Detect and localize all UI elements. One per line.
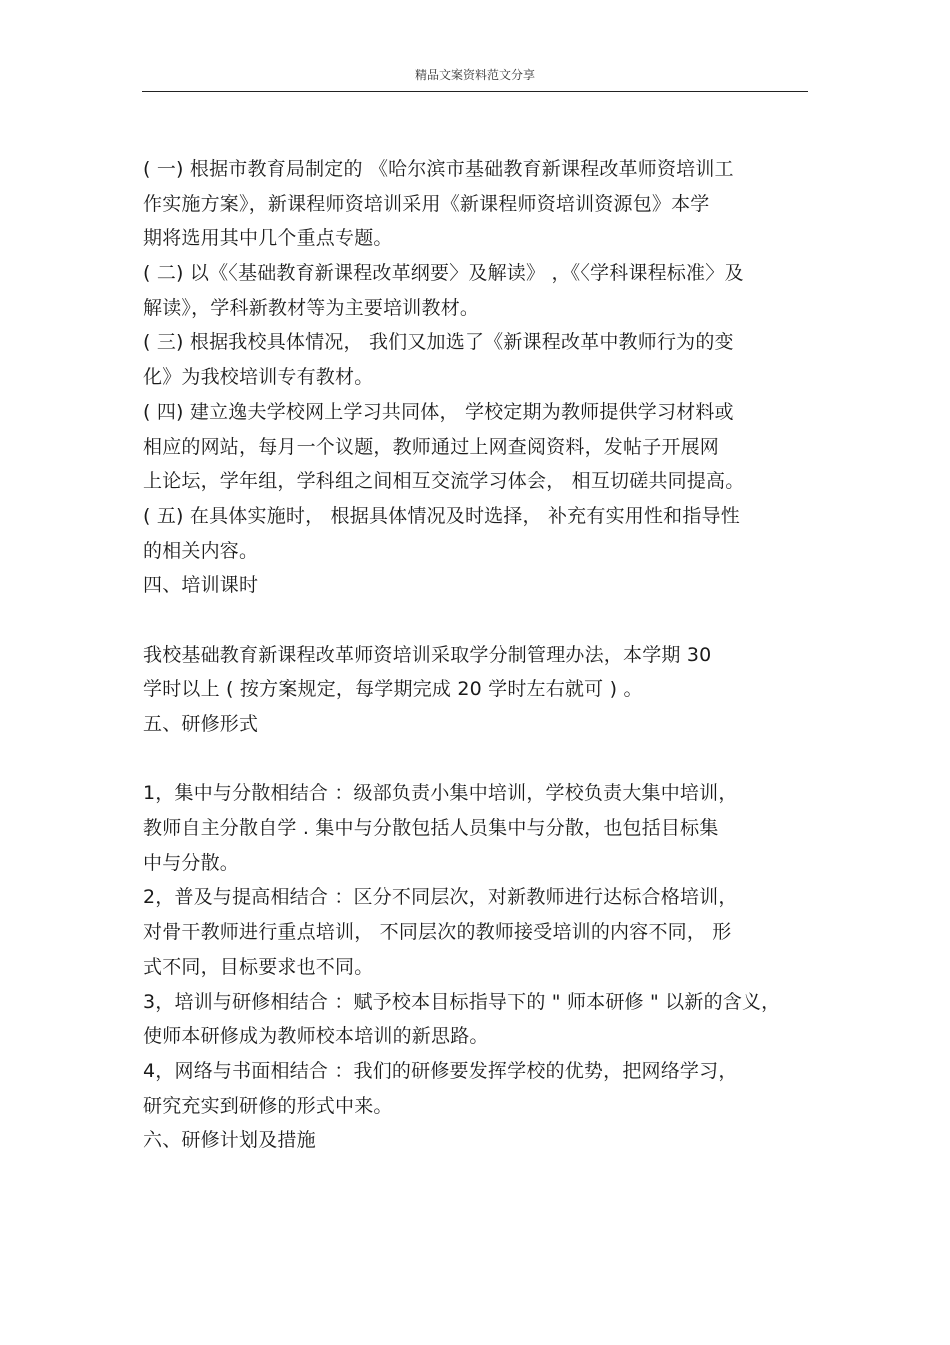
text-line: 作实施方案》，新课程师资培训采用《新课程师资培训资源包》本学 xyxy=(143,192,710,215)
text-line: 学时以上 ( 按方案规定，每学期完成 20 学时左右就可 ) 。 xyxy=(143,678,643,701)
text-line: ( 二) 以《〈基础教育新课程改革纲要〉及解读》 ，《〈学科课程标准〉及 xyxy=(143,262,744,285)
text-line: 对骨干教师进行重点培训， 不同层次的教师接受培训的内容不同， 形 xyxy=(143,921,732,944)
text-line: 使师本研修成为教师校本培训的新思路。 xyxy=(143,1025,489,1048)
blank-line xyxy=(143,603,815,638)
text-line: ( 四) 建立逸夫学校网上学习共同体， 学校定期为教师提供学习材料或 xyxy=(143,400,734,423)
text-line: ( 三) 根据我校具体情况， 我们又加选了《新课程改革中教师行为的变 xyxy=(143,331,734,354)
text-line: 期将选用其中几个重点专题。 xyxy=(143,227,393,250)
text-line: 4，网络与书面相结合 ：我们的研修要发挥学校的优势，把网络学习， xyxy=(143,1059,738,1082)
text-line: 研究充实到研修的形式中来。 xyxy=(143,1094,393,1117)
text-line: 教师自主分散自学 . 集中与分散包括人员集中与分散，也包括目标集 xyxy=(143,817,719,840)
section-heading-training-hours: 四、培训课时 xyxy=(143,574,259,597)
text-line: 2，普及与提高相结合 ：区分不同层次，对新教师进行达标合格培训， xyxy=(143,886,738,909)
text-line: 上论坛，学年组，学科组之间相互交流学习体会， 相互切磋共同提高。 xyxy=(143,470,745,493)
text-line: 的相关内容。 xyxy=(143,539,259,562)
text-line: 3，培训与研修相结合 ：赋予校本目标指导下的 " 师本研修 " 以新的含义， xyxy=(143,990,781,1013)
text-line: ( 一) 根据市教育局制定的 《哈尔滨市基础教育新课程改革师资培训工 xyxy=(143,158,734,180)
section-heading-study-forms: 五、研修形式 xyxy=(143,713,259,735)
document-body xyxy=(143,152,815,1158)
blank-line xyxy=(143,742,815,777)
section-heading-plan-measures: 六、研修计划及措施 xyxy=(143,1129,316,1152)
page-header-title: 精品文案资料范文分享 xyxy=(414,68,535,82)
text-line: 解读》，学科新教材等为主要培训教材。 xyxy=(143,296,480,319)
text-line: 我校基础教育新课程改革师资培训采取学分制管理办法，本学期 30 xyxy=(143,643,712,666)
text-line: 化》为我校培训专有教材。 xyxy=(143,366,374,389)
text-line: 中与分散。 xyxy=(143,851,240,874)
text-line: ( 五) 在具体实施时， 根据具体情况及时选择， 补充有实用性和指导性 xyxy=(143,504,740,527)
text-line: 相应的网站，每月一个议题，教师通过上网查阅资料，发帖子开展网 xyxy=(143,435,720,458)
text-line: 式不同，目标要求也不同。 xyxy=(143,955,374,978)
text-line: 1，集中与分散相结合 ：级部负责小集中培训，学校负责大集中培训， xyxy=(143,782,738,805)
header-divider xyxy=(142,91,808,92)
